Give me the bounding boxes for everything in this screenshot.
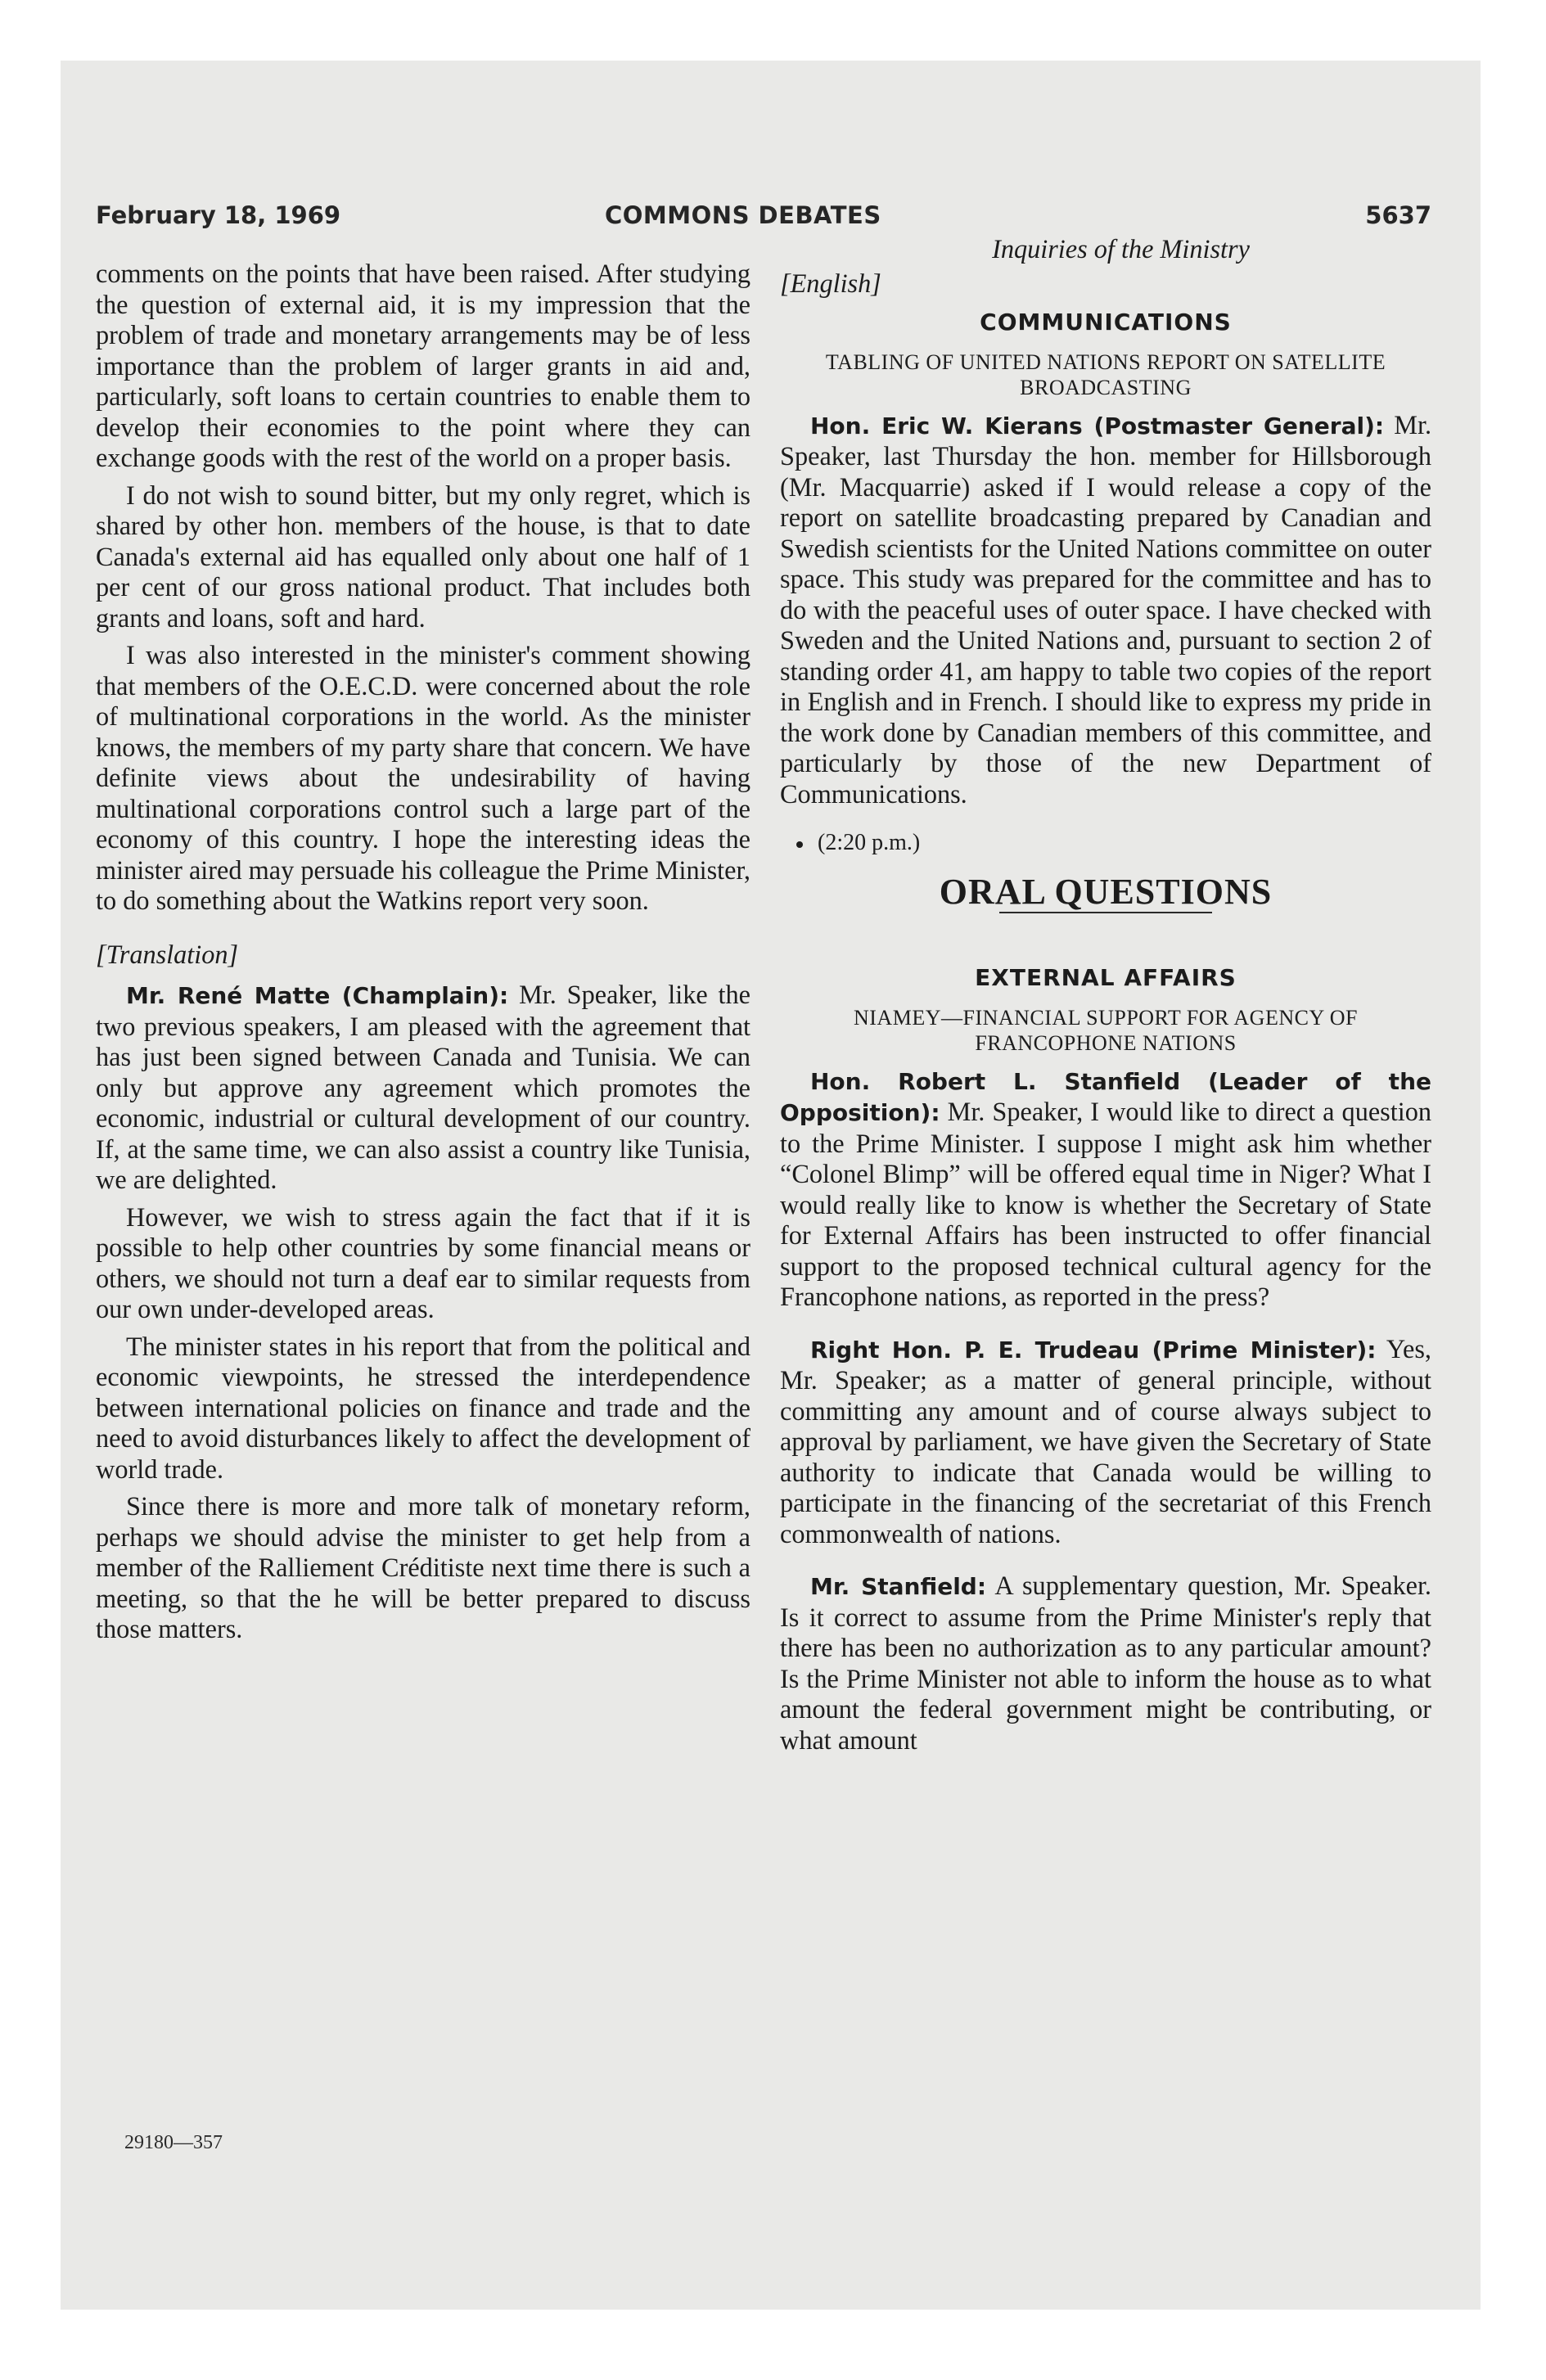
speech-text: Mr. Speaker, I would like to direct a question to the Prime Minister. I suppose I might ask him whether “Colonel Blimp” will be offered equal time in Niger? What I would really like to know is whether the Secretary of State for External Affairs has been instructed to offer financial support to the proposed technical cultural agency for the Francophone nations, as reported in the press?	[780, 1097, 1431, 1311]
english-tag: [English]	[780, 268, 881, 298]
paragraph: However, we wish to stress again the fact that if it is possible to help other countries by some financial means or others, we should not turn a deaf ear to similar requests from our own under-developed areas.	[96, 1201, 750, 1323]
speech-stanfield-supplementary	[780, 1571, 1431, 1756]
speech-text: Yes, Mr. Speaker; as a matter of general principle, without committing any amount and of course always subject to approval by parliament, we have given the Secretary of State authority to indicate that Canada would be willing to participate in the financing of the secretariat of this French commonwealth of nations.	[780, 1333, 1431, 1548]
translation-tag: [Translation]	[96, 939, 239, 969]
speech-text: A supplementary question, Mr. Speaker. Is it correct to assume from the Prime Minister's reply that there has been no authorization as to any particular amount? Is the Prime Minister not able to inform the house as to what amount the federal government might be contributing, or what amount	[780, 1571, 1431, 1755]
speaker-name: Hon. Eric W. Kierans (Postmaster General):	[810, 412, 1385, 439]
paragraph: Since there is more and more talk of monetary reform, perhaps we should advise the minister to get help from a member of the Ralliement Créditiste next time there is such a meeting, so that the he will be better prepared to discuss those matters.	[96, 1491, 750, 1643]
speech-matte	[96, 980, 750, 1196]
speech-stanfield	[780, 1066, 1431, 1313]
time-marker	[796, 827, 1431, 859]
running-head: Inquiries of the Ministry	[992, 234, 1250, 264]
speech-text: Mr. Speaker, last Thursday the hon. member for Hillsborough (Mr. Macquarrie) asked if I would release a copy of the report on satellite broadcasting prepared by Canadian and Swedish scientists for the United Nations committee on outer space. This study was prepared for the committee and has to do with the peaceful uses of outer space. I have checked with Sweden and the United Nations and, pursuant to section 2 of standing order 41, am happy to table two copies of the report in English and in French. I should like to express my pride in the work done by Canadian members of this committee, and particularly by those of the new Department of Communications.	[780, 409, 1432, 809]
section-heading-communications: COMMUNICATIONS	[980, 309, 1232, 336]
header-date: February 18, 1969	[96, 201, 341, 229]
bullet-dot	[796, 841, 803, 848]
paragraph: I was also interested in the minister's comment showing that members of the O.E.C.D. were concerned about the role of multinational corporations in the world. As the minister knows, the members of my party share that concern. We have definite views about the undesirability of having multinational corporations control such a large part of the economy of this country. I hope the interesting ideas the minister aired may persuade his colleague the Prime Minister, to do something about the Watkins report very soon.	[96, 640, 750, 915]
oral-questions-heading: ORAL QUESTIONS	[939, 871, 1273, 912]
section-heading-external-affairs: EXTERNAL AFFAIRS	[975, 964, 1237, 991]
header-title: COMMONS DEBATES	[605, 201, 881, 229]
footer-code: 29180—357	[124, 2132, 223, 2153]
speech-kierans	[780, 410, 1431, 810]
heading-rule	[999, 912, 1212, 913]
speaker-name: Right Hon. P. E. Trudeau (Prime Minister):	[810, 1336, 1377, 1364]
right-column	[780, 234, 1431, 2265]
speech-text: Mr. Speaker, like the two previous speakers, I am pleased with the agreement that has just been signed between Canada and Tunisia. We can only but approve any agreement which promotes the economic, industrial or cultural development of our country. If, at the same time, we can also assist a country like Tunisia, we are delighted.	[96, 980, 750, 1194]
left-column	[96, 259, 750, 2265]
paragraph: The minister states in his report that from the political and economic viewpoints, he stressed the interdependence between international policies on finance and trade and the need to avoid disturbances likely to affect the development of world trade.	[96, 1331, 750, 1484]
speaker-name: Mr. Stanfield:	[810, 1573, 987, 1600]
speaker-name: Mr. René Matte (Champlain):	[126, 982, 509, 1009]
paragraph: comments on the points that have been raised. After studying the question of external aid, it is my impression that the problem of trade and monetary arrangements may be of less importance than the problem of larger grants in aid and, particularly, soft loans to certain countries to enable them to develop their economies to the point where they can exchange goods with the rest of the world on a proper basis.	[96, 259, 750, 472]
paragraph: I do not wish to sound bitter, but my only regret, which is shared by other hon. members of the house, is that to date Canada's external aid has equalled only about one half of 1 per cent of our gross national product. That includes both grants and loans, soft and hard.	[96, 480, 750, 633]
subheading-niamey: NIAMEY—FINANCIAL SUPPORT FOR AGENCY OF FRANCOPHONE NATIONS	[854, 1005, 1358, 1055]
page-header	[96, 201, 1431, 237]
time-text: (2:20 p.m.)	[818, 830, 921, 855]
speaker-name: Hon. Robert L. Stanfield (Leader of the Opposition):	[780, 1067, 1431, 1126]
subheading-satellite-report: TABLING OF UNITED NATIONS REPORT ON SATELLITE BROADCASTING	[825, 349, 1386, 399]
header-page-number: 5637	[1365, 201, 1431, 229]
speech-trudeau	[780, 1334, 1431, 1550]
